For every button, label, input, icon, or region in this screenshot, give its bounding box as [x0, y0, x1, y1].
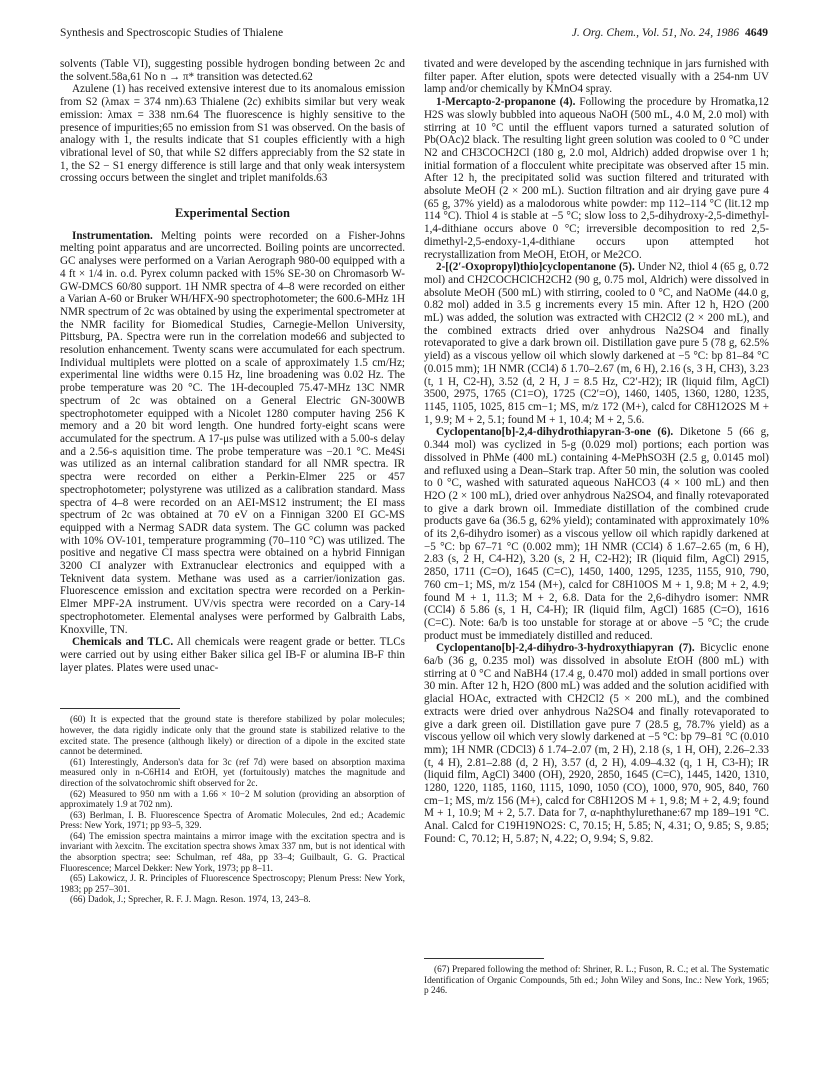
paragraph-body: Diketone 5 (66 g, 0.344 mol) was cyclized in 5-g (0.029 mol) portions; each portion was dissolved in PhMe (400 mL) containing 4-MePhSO3H (2.5 g, 0.0145 mol) and refluxed using a Dean–Stark trap. After 50 min, the solution was cooled to 0 °C, washed with saturated aqueous NaHCO3 (4 × 100 mL) and then H2O (2 × 100 mL), dried over anhydrous Na2SO4, and finally rotevaporated to give a dark brown oil. Immediate distillation of the combined crude products gave 6a (36.5 g, 62% yield); contaminated with approximately 10% of its 2,6-dihydro isomer) as a viscous yellow oil which rapidly darkened at −5 °C: bp 67–71 °C (0.002 mm); 1H NMR (CCl4) δ 1.67–2.65 (m, 6 H), 2.83 (s, 2 H, C4-H2), 3.20 (s, 2 H, C2-H2); IR (liquid film, AgCl) 2915, 2850, 1711 (C=O), 1645 (C=C), 1450, 1400, 1295, 1235, 1155, 910, 790, 760 cm−1; MS, m/z 154 (M+), calcd for C8H10OS M + 1, 9.8; M + 2, 4.9; found M + 1, 11.3; M + 2, 6.8. Data for the 2,6-dihydro isomer: NMR (CCl4) δ 5.86 (s, 1 H, C4-H); IR (liquid film, AgCl) 1685 (C=O), 1616 (C=C). Note: 6a/b is too unstable for storage at or above −5 °C; the crude product must be immediately distilled and reduced. [424, 426, 770, 642]
paragraph [424, 96, 769, 261]
footnote-rule [424, 958, 544, 959]
footnote: (67) Prepared following the method of: Shriner, R. L.; Fuson, R. C.; et al. The Systematic Identification of Organic Compounds, 5th ed.; John Wiley and Sons, Inc.: New York, 1965; p 246. [424, 965, 769, 997]
paragraph [424, 642, 769, 845]
page-number: 4649 [745, 27, 768, 39]
header-journal [572, 27, 768, 39]
paragraph [424, 426, 769, 642]
footnote: (64) The emission spectra maintains a mirror image with the excitation spectra and is invariant with λexcitn. The excitation spectra shows λmax 337 nm, but is not identical with the absorption spectra; see: Schulman, ref 48a, pp 33–4; Guilbault, G. G. Practical Fluorescence; Marcel Dekker: New York, 1973; pp 8–11. [60, 831, 405, 874]
paragraph-body: Under N2, thiol 4 (65 g, 0.72 mol) and CH2COCHClCH2CH2 (90 g, 0.75 mol, Aldrich) were dissolved in absolute MeOH (500 mL) with stirring, cooled to 0 °C, and NaOMe (44.0 g, 0.82 mol) added in 3.5 g increments every 15 min. After 12 h, H2O (200 mL) was added, the solution was extracted with CH2Cl2 (2 × 200 mL), and the combined extracts dried over anhydrous Na2SO4 and finally rotevaporated to give a dark brown oil. Distillation gave pure 5 (78 g, 62.5% yield) as a viscous yellow oil which slowly darkened at −5 °C: bp 81–84 °C (0.015 mm); 1H NMR (CCl4) δ 1.70–2.67 (m, 6 H), 2.16 (s, 3 H, CH3), 3.23 (t, 1 H, C2-H), 3.52 (d, 2 H, J = 8.5 Hz, C2′-H2); IR (liquid film, AgCl) 3500, 2975, 1765 (C1=O), 1725 (C2′=O), 1460, 1405, 1360, 1280, 1235, 1145, 1105, 1025, 815 cm−1; MS, m/z 172 (M+), calcd for C8H12O2S M + 1, 9.9; M + 2, 5.1; found M + 1, 10.4; M + 2, 5.6. [424, 261, 769, 426]
footnote: (60) It is expected that the ground state is therefore stabilized by polar molecules; however, the data rigidly indicate only that the ground state is stabilized relative to the excited state. The presence (although likely) or direction of a dipole in the excited state cannot be determined. [60, 715, 405, 758]
footnote: (62) Measured to 950 nm with a 1.66 × 10−2 M solution (providing an absorption of approximately 1.9 at 702 nm). [60, 789, 405, 811]
footnote: (61) Interestingly, Anderson's data for 3c (ref 7d) were based on absorption maxima measured only in n-C6H14 and EtOH, yet (fortuitously) matches the magnitude and direction of the solvatochromic shift observed for 2c. [60, 757, 405, 789]
header-title: Synthesis and Spectroscopic Studies of Thialene [60, 27, 284, 39]
footnote: (63) Berlman, I. B. Fluorescence Spectra of Aromatic Molecules, 2nd ed.; Academic Press: New York, 1971; pp 93–5, 329. [60, 810, 405, 832]
run-in-heading: 2-[(2′-Oxopropyl)thio]cyclopentanone (5). [436, 261, 635, 274]
paragraph: solvents (Table VI), suggesting possible hydrogen bonding between 2c and the solvent.58a,61 No n → π* transition was detected.62 [60, 58, 405, 83]
run-in-heading: Cyclopentano[b]-2,4-dihydrothiapyran-3-one (6). [436, 426, 674, 439]
right-column [424, 58, 769, 846]
run-in-heading: Cyclopentano[b]-2,4-dihydro-3-hydroxythiapyran (7). [436, 642, 695, 655]
running-header [60, 27, 768, 43]
run-in-heading: 1-Mercapto-2-propanone (4). [436, 96, 576, 109]
run-in-heading: Instrumentation. [72, 229, 153, 242]
footnotes [60, 715, 405, 906]
paragraph-body: Melting points were recorded on a Fisher-Johns melting point apparatus and are uncorrected. Boiling points are uncorrected. GC analyses were performed on a Varian Aerograph 980-00 equipped with a 4 ft × 1/4 in. o.d. Pyrex column packed with 15% SE-30 on Chromasorb W-GW-DMCS 60/80 support. 1H NMR spectra of 4–8 were recorded on either a Varian A-60 or Bruker WH/HFX-90 spectrophotometer; the 600.6-MHz 1H NMR spectrum of 2c was obtained by using the experimental spectrometer at the NMR facility for Biomedical Studies, Carnegie-Mellon University, Pittsburg, PA. Spectra were run in the correlation mode66 and subjected to resolution enhancement. Twenty scans were accumulated for each spectrum. Individual multiplets were plotted on a scale of approximately 1.5 cm/Hz; experimental line widths were 0.15 Hz, line broadening was 0.02 Hz. The probe temperature was 20 °C. The 1H-decoupled 75.47-MHz 13C NMR spectrum of 2c was obtained on a General Electric GN-300WB spectrophotometer equipped with a Nicolet 1280 computer having 256 K memory and a 20 bit word length. One hundred forty-eight scans were accumulated for the spectrum. A 17-μs pulse was utilized with a 5.00-s delay and a 2.56-s aquisition time. The probe temperature was −20.1 °C. Me4Si was utilized as an internal calibration standard for all NMR spectra. IR spectra were recorded on either a Perkin-Elmer 225 or 457 spectrophotometer; polystyrene was utilized as a calibration standard. Mass spectra of 4–8 were recorded on an AEI-MS12 instrument; the EI mass spectrum of 2c was obtained at 70 eV on a Finnigan 3200 EI GC-MS equipped with a Nermag SADR data system. The GC column was packed with 10% OV-101, temperature programming (70–110 °C) was utilized. The positive and negative CI mass spectra were obtained on a hybrid Finnigan 3200 CI analyzer with Extranuclear electronics and equipped with a Teknivent data system. Methane was used as a carrier/ionization gas. Fluorescence emission and excitation spectra were recorded on a Perkin-Elmer MPF-2A instrument. UV/vis spectra were recorded on a Cary-14 spectrophotometer. Elemental analyses were performed by Galbraith Labs, Knoxville, TN. [60, 229, 405, 636]
footnote: (66) Dadok, J.; Sprecher, R. F. J. Magn. Reson. 1974, 13, 243–8. [70, 895, 311, 906]
section-title: Experimental Section [175, 206, 290, 221]
paragraph [60, 230, 405, 637]
left-column [60, 58, 405, 906]
run-in-heading: Chemicals and TLC. [72, 636, 174, 649]
paragraph-body: Following the procedure by Hromatka,12 H2S was slowly bubbled into aqueous NaOH (500 mL, 4.0 M, 2.0 mol) with stirring at 10 °C until the effluent vapors turned a saturated solution of Pb(OAc)2 black. The resulting light green solution was cooled to 0 °C under N2 and CH3COCH2Cl (180 g, 2.0 mol, Aldrich) added dropwise over 1 h; initial formation of a flocculent white precipitate was observed after 15 min. After 12 h, the precipitated solid was suction filtered and triturated with absolute MeOH (2 × 200 mL). Suction filtration and air drying gave pure 4 (65 g, 37% yield) as a malodorous white powder: mp 112–114 °C (lit.12 mp 114 °C). Thiol 4 is stable at −5 °C; slow loss to 2,5-dihydroxy-2,5-dimethyl-1,4-dithiane occurs above 0 °C; irreversible decomposition to red 2,5-dimethyl-2,5-endoxy-1,4-dithiane occurs upon attempted hot recrystallization from MeOH, EtOH, or Me2CO. [424, 96, 769, 261]
paragraph-body: All chemicals were reagent grade or better. TLCs were carried out by using either Baker silica gel IB-F or alumina IB-F thin layer plates. Plates were used unac- [60, 636, 406, 674]
paragraph [424, 261, 769, 426]
footnote-rule [60, 708, 180, 709]
paragraph [60, 636, 405, 674]
paragraph: Azulene (1) has received extensive interest due to its anomalous emission from S2 (λmax = 374 nm).63 Thialene (2c) exhibits similar but very weak emission: λmax = 338 nm.64 The fluorescence is highly sensitive to the presence of impurities;65 no emission from S1 was observed. On the basis of analogy with 1, the results indicate that S1 couples efficiently with a high vibrational level of S0, that while S2 differs appreciably from the S2 state in 1, the S2 − S1 energy difference is still large and that only weak intersystem crossing occurs between the singlet and triplet manifolds.63 [60, 83, 405, 185]
paragraph-body: Bicyclic enone 6a/b (36 g, 0.235 mol) was dissolved in absolute EtOH (800 mL) with stirring at 0 °C and NaBH4 (17.4 g, 0.470 mol) added in small portions over 30 min. After 12 h, H2O (800 mL) was added and the solution acidified with glacial HOAc, extracted with CH2Cl2 (5 × 200 mL), and the combined extracts were dried over anhydrous Na2SO4 and finally rotevaporated to give a dark green oil. Distillation gave pure 7 (28.5 g, 78.7% yield) as a viscous yellow oil which very slowly darkened at −5 °C: bp 79–81 °C (0.010 mm); 1H NMR (CDCl3) δ 1.74–2.07 (m, 2 H), 2.18 (s, 1 H, OH), 2.26–2.33 (t, 4 H), 2.81–2.88 (d, 2 H), 3.57 (d, 2 H), 4.09–4.32 (q, 1 H, C3-H); IR (liquid film, AgCl) 3400 (OH), 2920, 2850, 1645 (C=C), 1445, 1420, 1310, 1280, 1220, 1185, 1160, 1115, 1090, 1050 (CO), 1000, 970, 905, 840, 760 cm−1; MS, m/z 156 (M+), calcd for C8H12OS M + 1, 9.8; M + 2, 4.9; found M + 1, 10.9; M + 2, 5.7. Data for 7, α-naphthylurethane:67 mp 189–191 °C. Anal. Calcd for C19H19NO2S: C, 70.15; H, 5.85; N, 4.31; O, 9.85; S, 9.85; Found: C, 70.12; H, 5.87; N, 4.22; O, 9.94; S, 9.82. [424, 642, 769, 845]
footnote: (65) Lakowicz, J. R. Principles of Fluorescence Spectroscopy; Plenum Press: New York, 1983; pp 257–301. [60, 874, 405, 895]
journal-citation: J. Org. Chem., Vol. 51, No. 24, 1986 [571, 27, 739, 39]
paragraph: tivated and were developed by the ascending technique in jars furnished with filter paper. After elution, spots were detected visually with a 254-nm UV lamp and/or chemically by KMnO4 spray. [424, 58, 769, 96]
right-footnotes [424, 958, 769, 997]
